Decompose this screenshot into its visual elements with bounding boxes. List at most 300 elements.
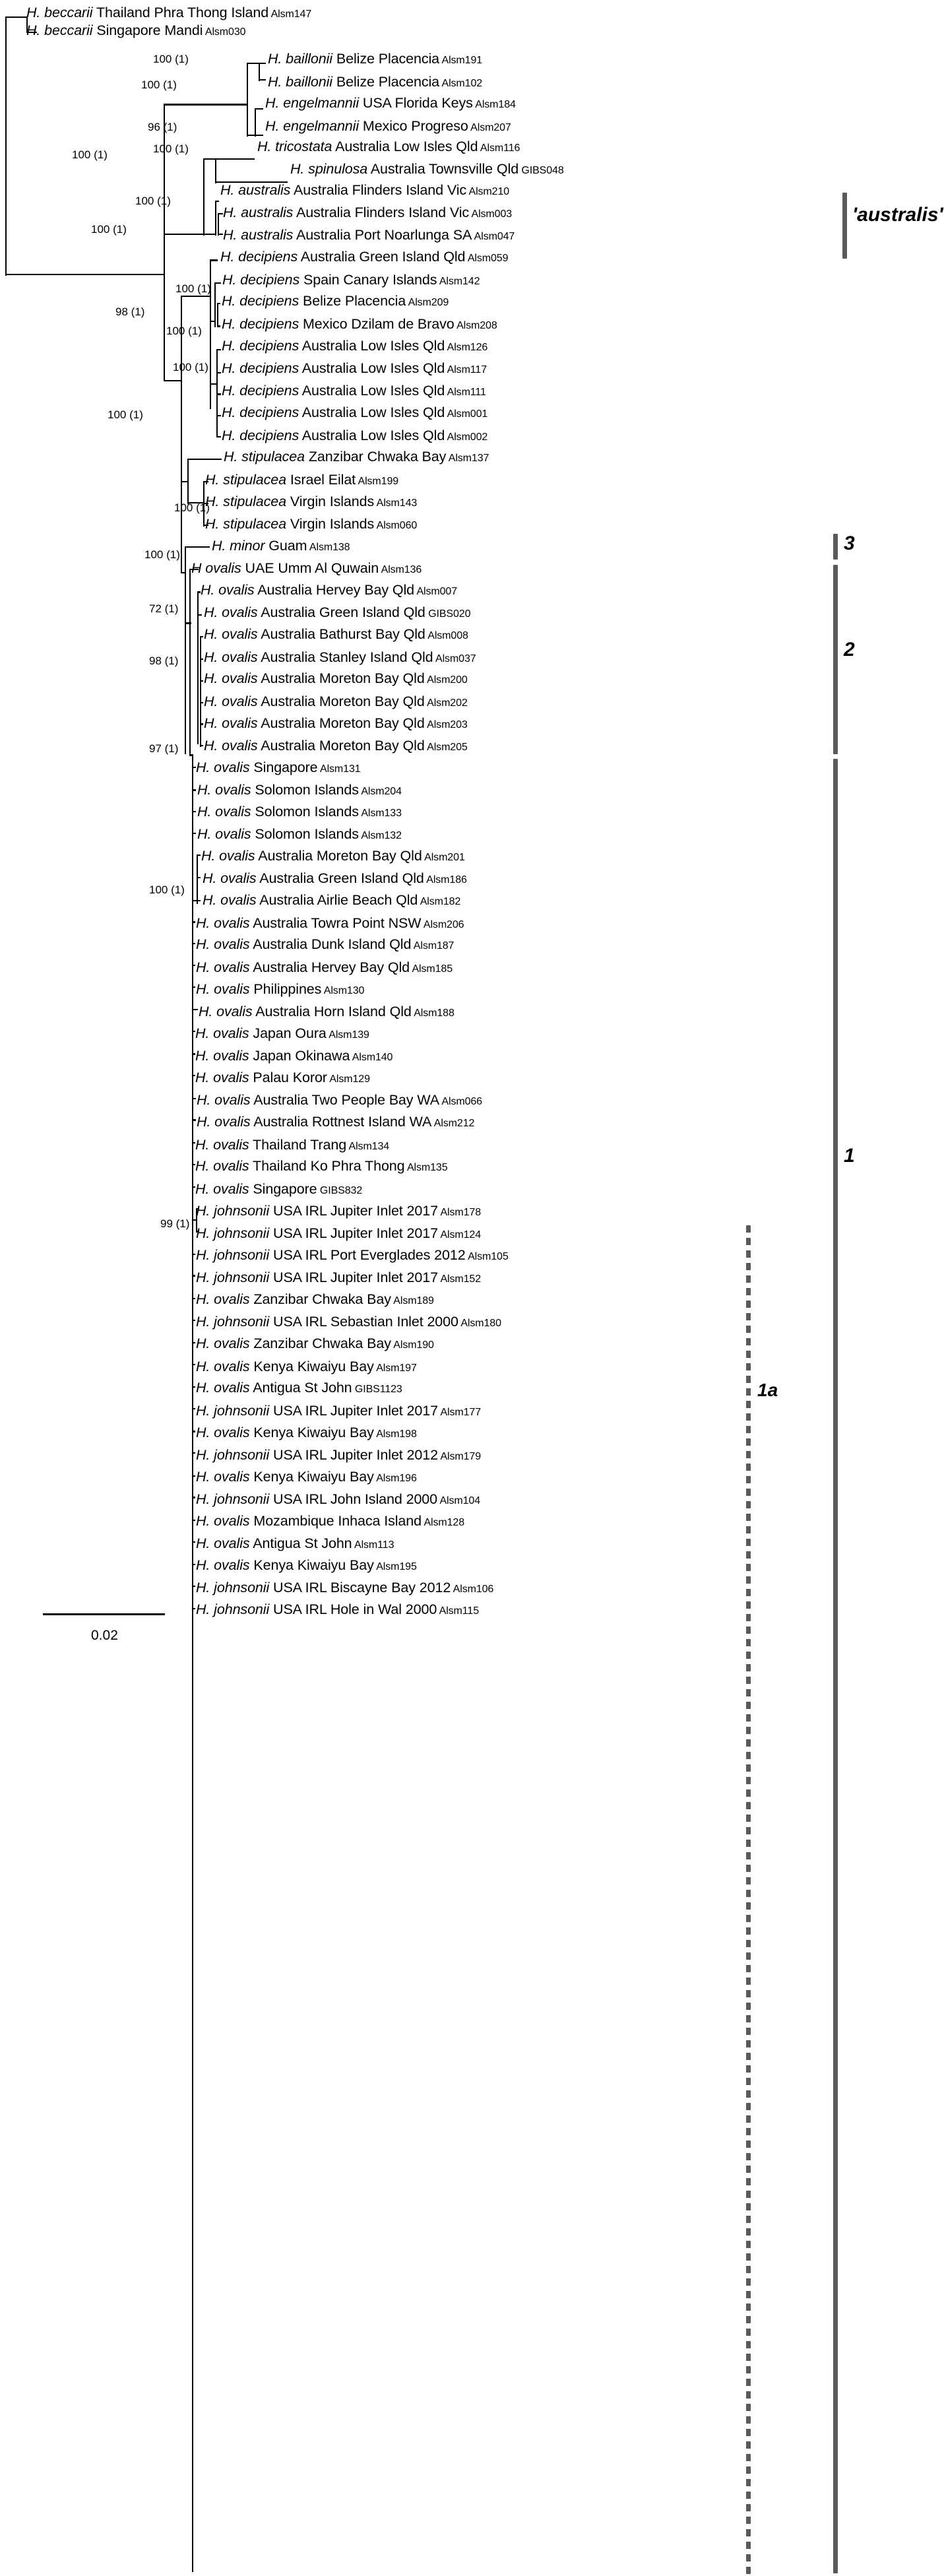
tip-species: H. decipiens [220, 249, 298, 265]
tip-label [204, 695, 468, 709]
branch-decipiens-208 [217, 325, 220, 327]
clade-label-clade1a: 1a [757, 1379, 778, 1400]
tip-locality: Mozambique Inhaca Island [249, 1512, 422, 1529]
tip-species: H. decipiens [222, 315, 299, 332]
tip-locality: Kenya Kiwaiyu Bay [249, 1468, 374, 1485]
tip-species: H. ovalis [196, 1512, 250, 1529]
tip-locality: USA IRL Sebastian Inlet 2000 [269, 1314, 458, 1330]
tip-voucher: Alsm188 [411, 1008, 455, 1019]
tip-species: H. ovalis [196, 1380, 250, 1396]
tip-label [223, 206, 512, 220]
branch-tri-spin-vertical [215, 158, 216, 183]
branch-australis-210 [215, 201, 219, 202]
branch-to-australis [203, 234, 216, 235]
support-value-stipulacea-node: 100 (1) [174, 501, 210, 514]
support-value-tricostata-spin: 100 (1) [153, 142, 189, 155]
tip-locality: Antigua St John [249, 1380, 352, 1396]
branch-decipiens-atlantic-vertical [214, 282, 216, 328]
tip-species: H. stipulacea [205, 471, 286, 488]
tip-label [265, 119, 511, 134]
support-value-baillonii-engel: 100 (1) [141, 78, 177, 91]
branch-baillonii-102 [259, 79, 266, 80]
tip-label [196, 1360, 417, 1374]
tip-locality: Singapore Mandi [92, 22, 203, 38]
tip-species: H. johnsonii [196, 1314, 270, 1330]
support-value-decipiens-mid: 100 (1) [166, 325, 202, 338]
branch-johnsonii-105 [192, 1254, 195, 1255]
branch-ovalis-187 [192, 943, 195, 944]
tip-locality: USA IRL Jupiter Inlet 2012 [269, 1446, 438, 1463]
tip-species: H. ovalis [204, 649, 258, 665]
branch-to-ovalis [185, 622, 191, 624]
tip-label [197, 1115, 474, 1130]
tip-voucher: Alsm030 [203, 26, 246, 38]
tip-voucher: Alsm137 [446, 453, 489, 465]
tip-voucher: Alsm126 [445, 341, 488, 353]
tip-locality: Zanzibar Chwaka Bay [249, 1291, 391, 1307]
branch-johnsonii-152 [192, 1275, 195, 1276]
tip-voucher: Alsm199 [356, 475, 399, 487]
tip-voucher: Alsm190 [391, 1339, 434, 1351]
tip-locality: Kenya Kiwaiyu Bay [249, 1557, 374, 1574]
tip-label [204, 628, 468, 642]
tip-label [196, 1248, 509, 1263]
tip-locality: Antigua St John [249, 1535, 352, 1552]
tip-species: H. johnsonii [196, 1246, 270, 1263]
tip-label [222, 294, 449, 309]
branch-decipiens-059 [210, 259, 218, 261]
tip-species: H. decipiens [222, 427, 299, 443]
tip-species: H. ovalis [195, 1025, 249, 1041]
branch-to-tri-spin-aus [164, 234, 205, 235]
tip-label [196, 1315, 501, 1330]
tip-voucher: Alsm198 [373, 1428, 417, 1440]
branch-ovalis-201 [197, 854, 201, 856]
tip-voucher: Alsm007 [414, 585, 458, 597]
branch-ovalis-037 [200, 659, 203, 660]
tip-locality: USA Florida Keys [359, 95, 473, 112]
branch-ovalis-195 [192, 1564, 195, 1565]
tip-species: H. ovalis [197, 1114, 251, 1130]
tip-species: H. ovalis [204, 626, 258, 643]
tip-label [220, 250, 508, 265]
tip-locality: USA IRL Jupiter Inlet 2017 [269, 1225, 438, 1241]
tip-label [195, 1071, 370, 1085]
tip-label [220, 183, 509, 198]
branch-ovalis-200 [200, 680, 203, 682]
branch-stipulacea-137 [187, 459, 222, 460]
tip-voucher: Alsm134 [346, 1140, 390, 1152]
tip-label [196, 1514, 464, 1529]
tip-label [205, 495, 417, 509]
tip-voucher: Alsm212 [431, 1118, 475, 1130]
branch-australis-pair-vertical [218, 213, 219, 236]
branch-ovalis-204 [192, 789, 196, 790]
tip-voucher: Alsm142 [437, 275, 480, 287]
branch-stipulacea-vertical [187, 459, 189, 504]
tip-locality: Kenya Kiwaiyu Bay [249, 1424, 374, 1440]
tip-voucher: Alsm206 [421, 918, 464, 930]
tip-locality: USA IRL Jupiter Inlet 2017 [269, 1402, 438, 1419]
branch-engelmannii-207 [255, 135, 263, 136]
branch-johnsonii-177 [192, 1408, 195, 1409]
tip-species: H. ovalis [201, 581, 255, 598]
tip-locality: Australia Hervey Bay Qld [254, 581, 415, 598]
clade-bracket-clade3 [833, 534, 838, 560]
tip-locality: Mexico Progreso [359, 117, 468, 134]
support-value-decipiens-lower: 100 (1) [173, 361, 208, 373]
tip-voucher: Alsm209 [406, 297, 449, 309]
branch-ovalis-008 [200, 636, 203, 637]
tip-species: H. engelmannii [265, 95, 360, 112]
branch-to-tricostata-spinulosa [203, 158, 216, 160]
tip-species: H. ovalis [196, 1424, 250, 1440]
branch-ovalis-vertical [189, 569, 191, 754]
tip-voucher: Alsm182 [418, 896, 461, 908]
clade-bracket-clade1 [833, 759, 838, 2573]
branch-johnsonii-180 [192, 1320, 195, 1321]
support-value-baillonii: 100 (1) [153, 52, 189, 65]
tip-species: H. australis [220, 181, 291, 198]
tip-locality: USA IRL Biscayne Bay 2012 [269, 1580, 451, 1596]
tip-label [196, 938, 454, 952]
branch-ovalis-196 [192, 1475, 195, 1477]
tip-label [223, 228, 515, 243]
tip-locality: Australia Flinders Island Vic [293, 205, 470, 221]
branch-australis-047 [218, 234, 223, 235]
support-value-engelmannii: 96 (1) [148, 120, 177, 133]
tip-voucher: Alsm207 [468, 121, 511, 133]
tip-locality: Singapore [249, 1180, 317, 1197]
tip-voucher: Alsm180 [458, 1318, 501, 1330]
tip-locality: Belize Placencia [332, 51, 440, 67]
tip-species: H. stipulacea [205, 515, 286, 532]
tip-locality: Australia Dunk Island Qld [249, 936, 412, 953]
support-value-ovalis-uae: 72 (1) [149, 602, 179, 615]
tip-locality: Australia Moreton Bay Qld [257, 737, 425, 754]
tip-locality: Solomon Islands [251, 803, 359, 820]
tip-locality: UAE Umm Al Quwain [241, 560, 379, 577]
clade-label-clade1: 1 [844, 1145, 855, 1167]
tip-species: H. ovalis [195, 1180, 249, 1197]
tip-species: H. ovalis [196, 1336, 250, 1352]
tip-voucher: Alsm184 [472, 99, 516, 111]
tip-locality: Australia Rottnest Island WA [250, 1114, 432, 1130]
tip-locality: Australia Flinders Island Vic [290, 181, 467, 198]
tip-voucher: Alsm130 [321, 984, 365, 996]
tip-label [197, 805, 402, 820]
support-value-core-node: 100 (1) [91, 222, 127, 236]
tip-species: H. ovalis [203, 870, 257, 887]
tip-locality: Australia Low Isles Qld [299, 404, 445, 421]
tip-label [196, 1537, 394, 1551]
support-value-ovalis-clade1: 97 (1) [149, 742, 179, 756]
tip-locality: Australia Moreton Bay Qld [257, 715, 425, 731]
tip-voucher: Alsm179 [438, 1450, 482, 1462]
branch-beccarii-147 [5, 16, 28, 18]
tip-locality: Australia Green Island Qld [257, 604, 425, 621]
tip-voucher: Alsm143 [374, 497, 418, 509]
branch-ovalis-205 [200, 745, 203, 746]
tip-label [196, 917, 464, 931]
tip-label [222, 429, 488, 443]
scale-bar-line [43, 1613, 165, 1615]
tip-species: H. decipiens [222, 293, 299, 309]
tip-voucher: Alsm060 [374, 519, 418, 531]
branch-australis-003 [218, 213, 223, 214]
tip-voucher: Alsm205 [424, 741, 468, 753]
tip-voucher: Alsm003 [469, 209, 513, 220]
branch-decipiens-209 [217, 303, 220, 304]
tip-species: H. ovalis [196, 936, 250, 953]
branch-engelmannii-184 [255, 108, 263, 110]
tip-locality: Mexico Dzilam de Bravo [299, 315, 455, 332]
branch-ovalis-1123 [192, 1386, 195, 1388]
tip-voucher: Alsm059 [465, 253, 509, 265]
branch-ovalis-190 [192, 1342, 195, 1343]
branch-ovalis-113 [192, 1541, 195, 1543]
tip-label [265, 96, 516, 111]
tip-locality: Belize Placencia [299, 293, 406, 309]
tip-label [222, 273, 480, 288]
tip-locality: Australia Hervey Bay Qld [249, 959, 410, 975]
tip-species: H. decipiens [222, 404, 299, 421]
tip-label [26, 6, 311, 20]
tip-label [205, 517, 417, 532]
tip-label [195, 1049, 393, 1064]
branch-ovalis-206 [192, 921, 195, 922]
tip-voucher: Alsm124 [438, 1229, 482, 1240]
tip-locality: Solomon Islands [251, 782, 359, 798]
branch-ovalis-128 [192, 1520, 195, 1521]
tip-label [195, 1027, 369, 1041]
branch-ovalis-202 [200, 702, 203, 703]
tip-locality: Singapore [249, 759, 318, 775]
tip-species: H. ovalis [201, 848, 255, 864]
tip-label [197, 827, 402, 842]
tip-label [196, 1559, 417, 1573]
tip-voucher: Alsm195 [373, 1561, 417, 1573]
branch-ovalis-130 [192, 986, 195, 988]
tip-voucher: Alsm133 [358, 807, 402, 819]
scale-bar-label: 0.02 [91, 1628, 118, 1643]
branch-ovalis-186 [197, 877, 201, 878]
branch-ovalis-133 [192, 811, 196, 812]
tip-voucher: Alsm132 [358, 830, 402, 842]
tip-species: H. beccarii [26, 4, 93, 20]
tip-locality: Australia Green Island Qld [256, 870, 424, 887]
tip-locality: Israel Eilat [286, 471, 356, 488]
tip-species: H. ovalis [196, 759, 250, 775]
branch-ovalis-066 [192, 1098, 196, 1099]
tip-locality: Australia Low Isles Qld [332, 139, 478, 155]
tip-locality: Australia Bathurst Bay Qld [257, 626, 425, 643]
tip-voucher: Alsm152 [438, 1273, 482, 1285]
tip-voucher: Alsm138 [307, 541, 350, 553]
tip-species: H. ovalis [196, 1468, 250, 1485]
tip-species: H. ovalis [204, 604, 258, 621]
branch-ovalis-182 [197, 900, 201, 901]
tip-locality: Spain Canary Islands [299, 271, 437, 288]
tip-voucher: Alsm111 [445, 387, 486, 399]
tip-label [268, 75, 482, 90]
tip-label [196, 1381, 402, 1396]
tip-voucher: Alsm185 [410, 963, 453, 975]
tip-locality: Australia Airlie Beach Qld [256, 892, 418, 909]
clade-label-australis: 'australis' [852, 203, 943, 226]
branch-decipiens-002 [216, 436, 221, 437]
clade-label-clade2: 2 [844, 638, 855, 660]
tip-species: H. ovalis [204, 737, 258, 754]
tip-voucher: Alsm131 [317, 763, 361, 775]
tip-species: H. ovalis [203, 892, 257, 909]
branch-minor-ovalis-vertical [185, 546, 186, 755]
tip-locality: USA IRL Hole in Wal 2000 [269, 1601, 437, 1618]
tip-voucher: Alsm136 [379, 564, 422, 576]
tip-species: H. ovalis [195, 1136, 249, 1153]
branch-ovalis-132 [192, 833, 196, 834]
tip-locality: USA IRL Jupiter Inlet 2017 [269, 1270, 438, 1286]
tip-voucher: GIBS020 [425, 608, 471, 620]
tip-label [196, 1204, 481, 1219]
support-value-root-ingroup: 100 (1) [72, 148, 108, 162]
tip-species: H. ovalis [196, 1557, 250, 1574]
tip-label [222, 339, 488, 354]
branch-johnsonii-106 [192, 1586, 195, 1587]
branch-ovalis-197 [192, 1364, 195, 1365]
tip-voucher: Alsm037 [433, 653, 476, 664]
support-value-ovalis-core: 100 (1) [149, 884, 185, 897]
tip-label [196, 1227, 481, 1241]
branch-ovalis-189 [192, 1298, 195, 1299]
tip-voucher: Alsm186 [424, 874, 467, 886]
branch-engelmannii-vertical [255, 108, 256, 137]
tip-voucher: Alsm189 [391, 1295, 434, 1306]
support-value-johnsonii-node: 99 (1) [160, 1217, 190, 1231]
tip-label [222, 384, 486, 399]
branch-ovalis-185 [192, 965, 195, 966]
tip-label [196, 1293, 434, 1307]
tip-label [196, 1337, 434, 1351]
tip-locality: Virgin Islands [286, 493, 375, 509]
tip-label [268, 52, 482, 67]
tip-locality: Australia Low Isles Qld [299, 427, 445, 443]
tip-locality: Japan Okinawa [249, 1048, 350, 1064]
tip-label [222, 406, 488, 420]
tip-species: H. beccarii [26, 22, 93, 38]
branch-to-ingroup [5, 274, 165, 275]
support-value-decipiens-upper: 100 (1) [175, 282, 211, 296]
tip-locality: Thailand Ko Phra Thong [249, 1158, 405, 1175]
tip-voucher: Alsm203 [424, 719, 468, 730]
tip-species: H. stipulacea [224, 449, 305, 465]
branch-ovalis-203 [200, 723, 203, 724]
branch-ovalis-sub2-vertical [200, 636, 201, 748]
tip-label [196, 982, 364, 997]
tip-label [197, 783, 402, 798]
tip-locality: Australia Port Noarlunga SA [293, 227, 472, 243]
branch-decipiens-lowisles-vertical [216, 349, 218, 435]
tip-species: H. johnsonii [196, 1491, 270, 1508]
tip-species: H. johnsonii [196, 1601, 270, 1618]
tip-locality: Australia Moreton Bay Qld [257, 670, 425, 687]
tip-voucher: GIBS832 [317, 1184, 363, 1196]
tip-voucher: Alsm104 [437, 1495, 481, 1507]
tip-species: H. johnsonii [196, 1270, 270, 1286]
tip-species: H. ovalis [199, 1004, 253, 1019]
tip-locality: Kenya Kiwaiyu Bay [249, 1358, 374, 1374]
tip-voucher: Alsm177 [438, 1406, 482, 1418]
support-value-decipiens-all: 100 (1) [108, 408, 143, 421]
branch-ovalis-clade1-backbone [192, 754, 193, 2572]
tip-locality: Australia Low Isles Qld [299, 337, 445, 354]
tip-voucher: Alsm208 [454, 319, 497, 331]
branch-to-core [164, 380, 182, 381]
tip-voucher: Alsm210 [466, 185, 510, 197]
tip-species: H. tricostata [257, 139, 332, 155]
tip-label [199, 1005, 455, 1019]
tip-label [201, 583, 457, 598]
tip-locality: Australia Townsville Qld [367, 161, 519, 177]
tip-voucher: Alsm102 [439, 77, 483, 89]
tip-label [204, 651, 476, 665]
branch-australis-vertical [215, 201, 216, 236]
branch-ovalis-198 [192, 1431, 195, 1432]
tip-label [196, 961, 453, 975]
tip-voucher: Alsm128 [421, 1516, 464, 1528]
tip-locality: Australia Two People Bay WA [250, 1092, 439, 1109]
tip-voucher: Alsm105 [465, 1250, 509, 1262]
tip-species: H. ovalis [197, 782, 251, 798]
tip-species: H. ovalis [196, 1535, 250, 1552]
tip-locality: Australia Low Isles Qld [299, 360, 445, 376]
tip-label [222, 362, 487, 376]
tip-label [204, 672, 468, 686]
branch-ovalis-020 [197, 614, 202, 616]
tip-label [203, 893, 460, 908]
tip-label [196, 1581, 493, 1595]
tip-label [196, 1493, 480, 1507]
tip-voucher: Alsm116 [478, 143, 520, 154]
tip-voucher: Alsm197 [373, 1362, 417, 1374]
tip-species: H. ovalis [196, 981, 250, 997]
tip-voucher: Alsm129 [327, 1074, 370, 1085]
tip-voucher: Alsm002 [445, 431, 488, 443]
tip-label [222, 317, 497, 332]
tip-locality: Philippines [249, 981, 322, 997]
branch-decipiens-117 [216, 372, 221, 373]
tip-species: H. johnsonii [196, 1402, 270, 1419]
tip-label [195, 1138, 389, 1153]
tip-locality: Australia Moreton Bay Qld [257, 693, 425, 709]
branch-ovalis-188 [192, 1009, 198, 1010]
tip-voucher: Alsm187 [411, 940, 455, 952]
tip-locality: Australia Towra Point NSW [249, 915, 422, 931]
branch-minor-138 [185, 546, 210, 548]
branch-ovalis-212 [192, 1119, 196, 1120]
branch-to-decipiens [181, 296, 211, 297]
tip-label [195, 1182, 362, 1197]
tip-species: H. ovalis [204, 715, 258, 731]
tip-voucher: Alsm135 [404, 1162, 448, 1174]
support-value-ovalis-clade2: 98 (1) [149, 655, 179, 668]
tip-species: H. stipulacea [205, 493, 286, 509]
tip-voucher: Alsm191 [439, 55, 483, 67]
tip-label [196, 1426, 417, 1440]
tip-label [196, 1470, 417, 1485]
tip-species: H. ovalis [195, 1158, 249, 1175]
tip-species: H. decipiens [222, 360, 299, 376]
